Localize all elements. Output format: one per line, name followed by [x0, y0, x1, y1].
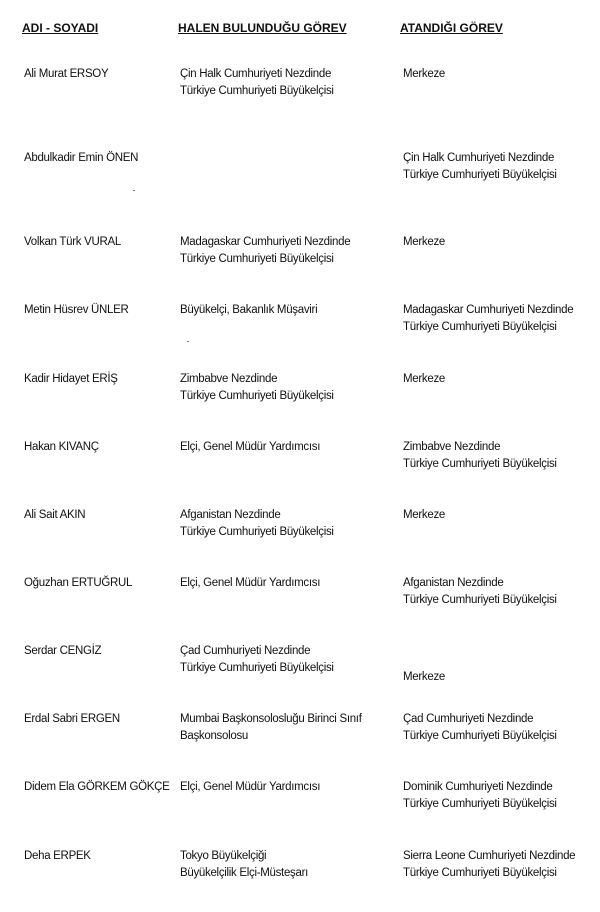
person-name: Kadir Hidayet ERİŞ [24, 373, 118, 385]
table-row [0, 848, 600, 879]
person-name: Metin Hüsrev ÜNLER [24, 304, 129, 316]
table-row [0, 779, 600, 810]
table-row [0, 66, 600, 97]
person-name: Serdar CENGİZ [24, 645, 102, 657]
assigned-post: Sierra Leone Cumhuriyeti Nezdinde Türkiye Cumhuriyeti Büyükelçisi [403, 850, 576, 879]
table-row [0, 643, 600, 683]
person-name: Volkan Türk VURAL [24, 236, 121, 248]
assigned-post: Dominik Cumhuriyeti Nezdinde Türkiye Cumhuriyeti Büyükelçisi [403, 781, 557, 810]
assigned-post: Madagaskar Cumhuriyeti Nezdinde Türkiye Cumhuriyeti Büyükelçisi [403, 304, 574, 333]
assigned-post: Merkeze [403, 509, 445, 521]
assigned-post: Çin Halk Cumhuriyeti Nezdinde Türkiye Cumhuriyeti Büyükelçisi [403, 152, 557, 181]
assigned-post: Merkeze [403, 373, 445, 385]
current-post: Elçi, Genel Müdür Yardımcısı [180, 781, 321, 793]
current-post: Çad Cumhuriyeti Nezdinde Türkiye Cumhuriyeti Büyükelçisi [180, 645, 334, 674]
assigned-post: Merkeze [403, 68, 445, 80]
person-name: Abdulkadir Emin ÖNEN [24, 152, 139, 164]
person-name: Didem Ela GÖRKEM GÖKÇE [24, 781, 170, 793]
person-name: Deha ERPEK [24, 850, 91, 862]
person-name: Oğuzhan ERTUĞRUL [24, 577, 133, 589]
table-row [0, 439, 600, 470]
table-row [0, 302, 600, 333]
current-post: Elçi, Genel Müdür Yardımcısı [180, 577, 321, 589]
table-row [0, 371, 600, 402]
header-name: ADI - SOYADI [22, 21, 99, 35]
assigned-post: Çad Cumhuriyeti Nezdinde Türkiye Cumhuriyeti Büyükelçisi [403, 713, 557, 742]
current-post: Madagaskar Cumhuriyeti Nezdinde Türkiye Cumhuriyeti Büyükelçisi [180, 236, 351, 265]
person-name: Ali Murat ERSOY [24, 68, 109, 80]
current-post: Elçi, Genel Müdür Yardımcısı [180, 441, 321, 453]
current-post: Mumbai Başkonsolosluğu Birinci Sınıf Başkonsolosu [180, 713, 362, 742]
table-row [0, 575, 600, 606]
current-post: Tokyo Büyükelçiği Büyükelçilik Elçi-Müsteşarı [180, 850, 309, 879]
current-post: Afganistan Nezdinde Türkiye Cumhuriyeti Büyükelçisi [180, 509, 334, 538]
table-row [0, 507, 600, 538]
table-row [0, 150, 600, 181]
scan-speck [133, 190, 135, 191]
current-post: Zimbabve Nezdinde Türkiye Cumhuriyeti Büyükelçisi [180, 373, 334, 402]
person-name: Ali Sait AKIN [24, 509, 86, 521]
assigned-post: Merkeze [403, 671, 445, 683]
assigned-post: Afganistan Nezdinde Türkiye Cumhuriyeti Büyükelçisi [403, 577, 557, 606]
assigned-post: Zimbabve Nezdinde Türkiye Cumhuriyeti Büyükelçisi [403, 441, 557, 470]
person-name: Erdal Sabri ERGEN [24, 713, 120, 725]
table-row [0, 711, 600, 742]
scan-speck [187, 341, 189, 342]
assigned-post: Merkeze [403, 236, 445, 248]
header-assigned-post: ATANDIĞI GÖREV [400, 21, 503, 35]
header-current-post: HALEN BULUNDUĞU GÖREV [178, 21, 347, 35]
person-name: Hakan KIVANÇ [24, 441, 99, 453]
current-post: Çin Halk Cumhuriyeti Nezdinde Türkiye Cumhuriyeti Büyükelçisi [180, 68, 334, 97]
current-post [180, 150, 385, 184]
current-post: Büyükelçi, Bakanlık Müşaviri [180, 304, 318, 316]
table-row [0, 234, 600, 265]
